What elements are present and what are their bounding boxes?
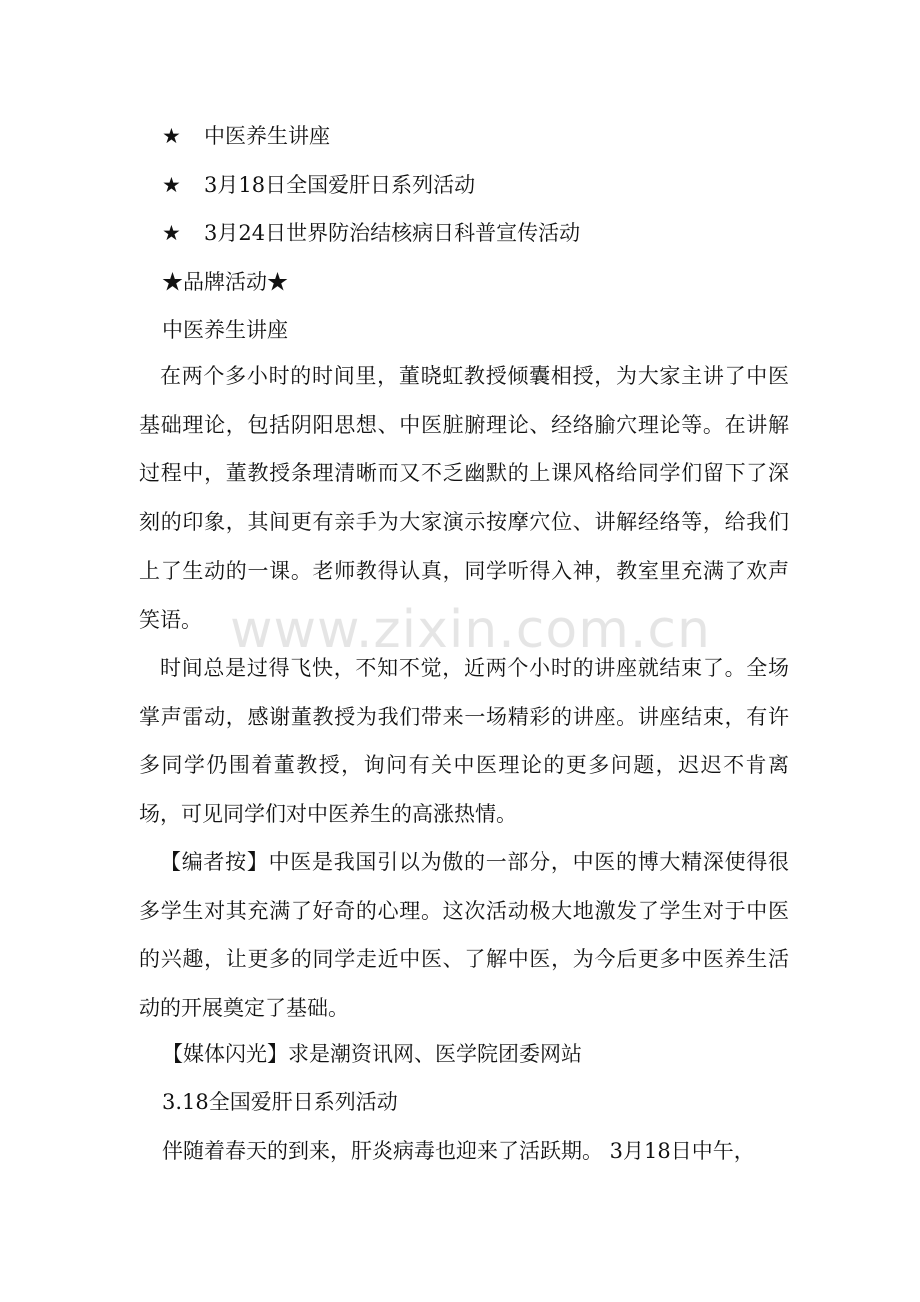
section-title: 3.18全国爱肝日系列活动: [162, 1090, 398, 1114]
media-line: 【媒体闪光】求是潮资讯网、医学院团委网站: [162, 1042, 582, 1066]
list-item: [162, 170, 475, 200]
section-title: 中医养生讲座: [162, 318, 288, 342]
paragraph: 时间总是过得飞快，不知不觉，近两个小时的讲座就结束了。全场掌声雷动，感谢董教授为我们带来一场精彩的讲座。讲座结束，有许多同学仍围着董教授，询问有关中医理论的更多问题，迟迟不肯离场，可见同学们对中医养生的高涨热情。: [139, 656, 789, 827]
list-item: [162, 121, 330, 151]
list-item-text: 3月18日全国爱肝日系列活动: [204, 173, 476, 197]
watermark: www.zixin.com.cn: [230, 600, 711, 660]
editor-note-paragraph: 【编者按】中医是我国引以为傲的一部分，中医的博大精深使得很多学生对其充满了好奇的心理。这次活动极大地激发了学生对于中医的兴趣，让更多的同学走近中医、了解中医，为今后更多中医养生活动的开展奠定了基础。: [139, 850, 789, 1021]
paragraph-first-line: 伴随着春天的到来，肝炎病毒也迎来了活跃期。 3月18日中午，: [162, 1139, 755, 1163]
star-icon: ★: [162, 173, 181, 197]
list-item-text: 3月24日世界防治结核病日科普宣传活动: [204, 221, 581, 245]
brand-heading: ★品牌活动★: [162, 270, 288, 294]
list-item: [162, 218, 580, 248]
paragraph: 在两个多小时的时间里，董晓虹教授倾囊相授，为大家主讲了中医基础理论，包括阴阳思想、中医脏腑理论、经络腧穴理论等。在讲解过程中，董教授条理清晰而又不乏幽默的上课风格给同学们留下了深刻的印象，其间更有亲手为大家演示按摩穴位、讲解经络等，给我们上了生动的一课。老师教得认真，同学听得入神，教室里充满了欢声笑语。: [139, 364, 789, 632]
star-icon: ★: [162, 221, 181, 245]
list-item-text: 中医养生讲座: [204, 124, 330, 148]
star-icon: ★: [162, 124, 181, 148]
